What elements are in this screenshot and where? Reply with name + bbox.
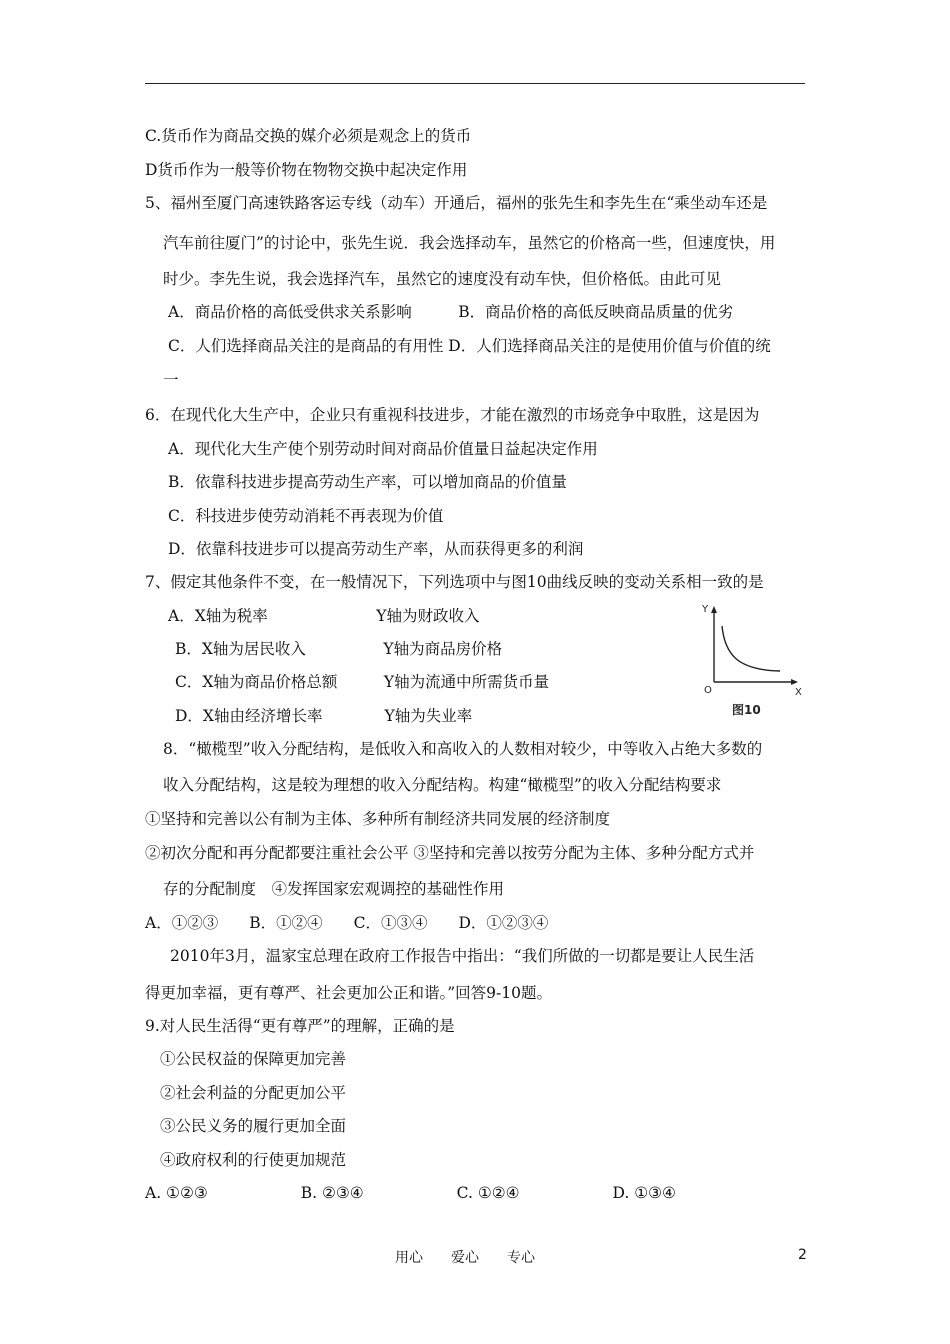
question-5-line-3: 时少。李先生说，我会选择汽车，虽然它的速度没有动车快，但价格低。由此可见 — [163, 270, 722, 288]
figure-origin-label: O — [704, 685, 712, 696]
figure-10 — [700, 600, 810, 720]
option-6a: A．现代化大生产使个别劳动时间对商品价值量日益起决定作用 — [168, 440, 598, 458]
option-6b: B．依靠科技进步提高劳动生产率，可以增加商品的价值量 — [168, 473, 567, 491]
question-6: 6．在现代化大生产中，企业只有重视科技进步，才能在激烈的市场竞争中取胜，这是因为 — [145, 406, 760, 424]
question-8-line-1: 8．“橄榄型”收入分配结构，是低收入和高收入的人数相对较少，中等收入占绝大多数的 — [163, 740, 763, 758]
option-7c: C．X轴为商品价格总额 Y轴为流通中所需货币量 — [175, 673, 550, 691]
figure-x-label: X — [795, 687, 802, 698]
question-8-line-2: 收入分配结构，这是较为理想的收入分配结构。构建“橄榄型”的收入分配结构要求 — [163, 776, 722, 794]
passage-line-1: 2010年3月，温家宝总理在政府工作报告中指出：“我们所做的一切都是要让人民生活 — [170, 947, 755, 965]
figure-caption: 图10 — [732, 703, 761, 717]
statement-8-3-4: 存的分配制度 ④发挥国家宏观调控的基础性作用 — [163, 880, 505, 898]
option-7d: D．X轴由经济增长率 Y轴为失业率 — [175, 707, 473, 725]
option-4d: D货币作为一般等价物在物物交换中起决定作用 — [145, 161, 468, 179]
statement-8-2-3: ②初次分配和再分配都要注重社会公平 ③坚持和完善以按劳分配为主体、多种分配方式并 — [145, 844, 755, 862]
page-number: 2 — [798, 1247, 807, 1263]
option-6d: D．依靠科技进步可以提高劳动生产率，从而获得更多的利润 — [168, 540, 584, 558]
question-5-line-2: 汽车前往厦门”的讨论中，张先生说．我会选择动车，虽然它的价格高一些，但速度快，用 — [163, 234, 776, 252]
figure-curve — [722, 626, 780, 671]
statement-8-1: ①坚持和完善以公有制为主体、多种所有制经济共同发展的经济制度 — [145, 810, 611, 828]
footer-motto: 用心 爱心 专心 — [395, 1250, 535, 1266]
option-6c: C．科技进步使劳动消耗不再表现为价值 — [168, 507, 444, 525]
statement-9-2: ②社会利益的分配更加公平 — [160, 1084, 347, 1102]
statement-9-4: ④政府权利的行使更加规范 — [160, 1151, 347, 1169]
header-rule — [145, 83, 805, 84]
passage-line-2: 得更加幸福，更有尊严、社会更加公正和谐。”回答9-10题。 — [145, 984, 552, 1002]
statement-9-1: ①公民权益的保障更加完善 — [160, 1050, 347, 1068]
option-5ab: A．商品价格的高低受供求关系影响 B．商品价格的高低反映商品质量的优劣 — [168, 303, 734, 321]
option-7b: B．X轴为居民收入 Y轴为商品房价格 — [175, 640, 503, 658]
option-5d-wrap: 一 — [163, 371, 179, 389]
option-4c: C.货币作为商品交换的媒介必须是观念上的货币 — [145, 127, 472, 145]
option-5cd: C．人们选择商品关注的是商品的有用性 D．人们选择商品关注的是使用价值与价值的统 — [168, 337, 771, 355]
question-7: 7、假定其他条件不变，在一般情况下，下列选项中与图10曲线反映的变动关系相一致的是 — [145, 573, 764, 591]
question-9: 9.对人民生活得“更有尊严”的理解，正确的是 — [145, 1017, 455, 1035]
options-8: A．①②③ B．①②④ C．①③④ D．①②③④ — [145, 914, 549, 932]
question-5-line-1: 5、福州至厦门高速铁路客运专线（动车）开通后，福州的张先生和李先生在“乘坐动车还是 — [145, 194, 768, 212]
figure-y-label: Y — [702, 604, 709, 615]
options-9: A. ①②③ B. ②③④ C. ①②④ D. ①③④ — [145, 1184, 676, 1202]
statement-9-3: ③公民义务的履行更加全面 — [160, 1117, 347, 1135]
option-7a: A．X轴为税率 Y轴为财政收入 — [168, 607, 480, 625]
